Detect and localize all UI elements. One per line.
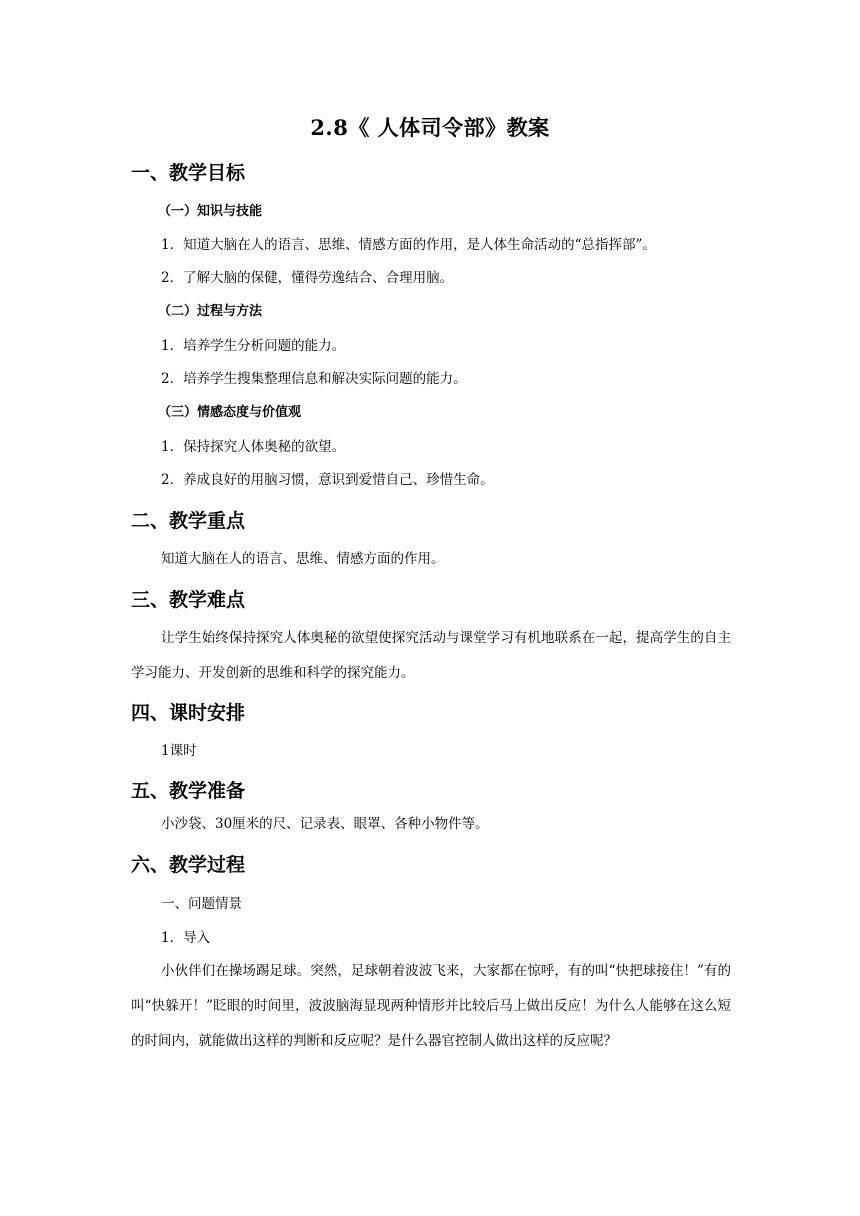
objective-item: 1．知道大脑在人的语言、思维、情感方面的作用，是人体生命活动的“总指挥部”。 xyxy=(161,237,656,253)
process-intro-text: 小伙伴们在操场踢足球。突然，足球朝着波波飞来，大家都在惊呼，有的叫“快把球接住！”有的叫“快躲开！”眨眼的时间里，波波脑海显现两种情形并比较后马上做出反应！为什么人能够在这么短的时间内，就能做出这样的判断和反应呢？是什么器官控制人做出这样的反应呢？ xyxy=(131,963,731,1049)
objective-item: 1．培养学生分析问题的能力。 xyxy=(161,338,346,354)
section-heading-difficulties: 三、教学难点 xyxy=(131,589,246,611)
difficulties-text: 让学生始终保持探究人体奥秘的欲望使探究活动与课堂学习有机地联系在一起，提高学生的自主学习能力、开发创新的思维和科学的探究能力。 xyxy=(131,630,731,681)
subheading-knowledge-skills: （一）知识与技能 xyxy=(158,204,263,219)
key-points-text: 知道大脑在人的语言、思维、情感方面的作用。 xyxy=(161,551,445,567)
objective-item: 1．保持探究人体奥秘的欲望。 xyxy=(161,439,346,455)
objective-item: 2．了解大脑的保健，懂得劳逸结合、合理用脑。 xyxy=(161,270,454,286)
objective-item: 2．培养学生搜集整理信息和解决实际问题的能力。 xyxy=(161,371,467,387)
section-heading-process: 六、教学过程 xyxy=(131,854,246,876)
process-item-intro: 1．导入 xyxy=(161,930,211,946)
process-subheading: 一、问题情景 xyxy=(161,896,242,912)
schedule-text: 1课时 xyxy=(161,743,197,759)
section-heading-key-points: 二、教学重点 xyxy=(131,510,246,532)
subheading-process-methods: （二）过程与方法 xyxy=(158,304,263,319)
section-heading-schedule: 四、课时安排 xyxy=(131,702,246,724)
subheading-attitude-values: （三）情感态度与价值观 xyxy=(158,405,302,420)
section-heading-objectives: 一、教学目标 xyxy=(131,162,246,184)
objective-item: 2．养成良好的用脑习惯，意识到爱惜自己、珍惜生命。 xyxy=(161,472,494,488)
document-title: 2.8《 人体司令部》教案 xyxy=(310,115,550,140)
section-heading-preparation: 五、教学准备 xyxy=(131,780,246,802)
preparation-text: 小沙袋、30厘米的尺、记录表、眼罩、各种小物件等。 xyxy=(161,816,489,832)
